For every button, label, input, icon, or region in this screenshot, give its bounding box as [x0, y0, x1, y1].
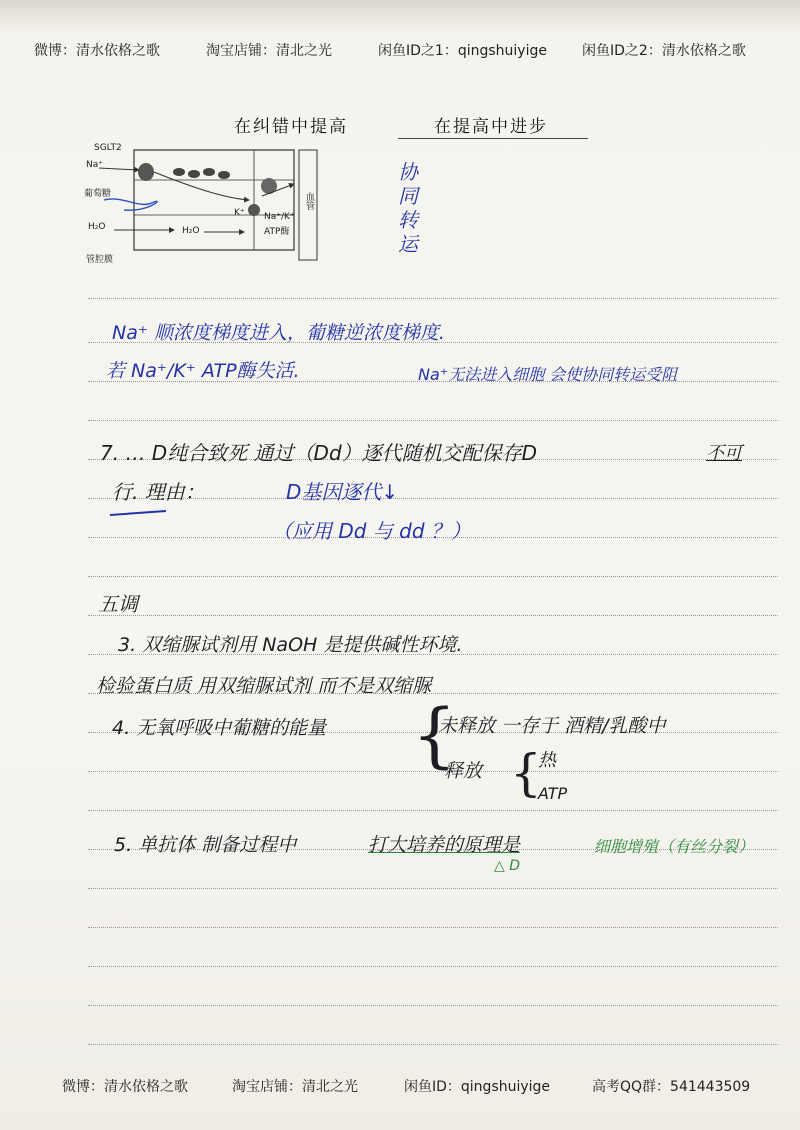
- watermark-xianyu-1: 闲鱼ID之1：qingshuiyige: [378, 43, 547, 59]
- ruled-line: [88, 1044, 778, 1045]
- diagram-label-atp: ATP酶: [264, 227, 290, 237]
- header-underline: [398, 138, 588, 139]
- ruled-line: [88, 298, 778, 299]
- header-right: 在提高中进步: [434, 117, 548, 137]
- q4-sub-1: 热: [538, 750, 556, 771]
- margin-char: 运: [398, 232, 418, 256]
- q4-brace: {: [412, 694, 457, 776]
- diagram-label-k: K⁺: [234, 208, 245, 218]
- q7-dash-mark: [110, 510, 166, 516]
- diagram-label-na: Na⁺: [86, 160, 103, 170]
- note-line-2b: Na⁺无法进入细胞 会使协同转运受阻: [418, 365, 678, 384]
- note-line-2a: 若 Na⁺/K⁺ ATP酶失活.: [106, 360, 300, 382]
- q4-sub-2: ATP: [538, 784, 568, 803]
- q4-sub-brace: {: [510, 744, 542, 802]
- ruled-line: [88, 420, 778, 421]
- q3-line-1: 3. 双缩脲试剂用 NaOH 是提供碱性环境.: [118, 634, 463, 656]
- margin-char: 转: [398, 208, 418, 232]
- scan-top-edge: [0, 0, 800, 36]
- q4-line-1a: 4. 无氧呼吸中葡糖的能量: [112, 717, 327, 739]
- q7-line-1a: 7. … D纯合致死 通过（Dd）逐代随机交配保存D: [100, 441, 538, 465]
- diagram-label-tube: 管腔膜: [86, 255, 114, 265]
- q7-line-1b: 不可: [706, 443, 742, 464]
- diagram-label-pump: Na⁺/K⁺: [264, 212, 295, 222]
- q4-line-2: 释放: [444, 760, 483, 782]
- diagram-label-vessel: 血管: [304, 192, 314, 210]
- section-heading: 五调: [98, 592, 138, 616]
- watermark-taobao: 淘宝店铺：清北之光: [206, 43, 332, 59]
- q5-marks: △ D: [494, 858, 520, 874]
- watermark-bottom-qq: 高考QQ群：541443509: [592, 1079, 751, 1095]
- q5-part-b: 打大培养的原理是: [368, 834, 521, 856]
- watermark-bottom-xianyu: 闲鱼ID：qingshuiyige: [404, 1079, 551, 1095]
- diagram-label-water-mid: H₂O: [182, 226, 200, 236]
- ruled-line: [88, 576, 778, 577]
- q3-line-2: 检验蛋白质 用双缩脲试剂 而不是双缩脲: [96, 675, 432, 697]
- ruled-line: [88, 927, 778, 928]
- ruled-line: [88, 810, 778, 811]
- margin-char: 同: [398, 184, 418, 208]
- ruled-line: [88, 888, 778, 889]
- q7-line-2b: D基因逐代↓: [286, 480, 399, 504]
- note-line-1: Na⁺ 顺浓度梯度进入，葡糖逆浓度梯度.: [112, 322, 445, 344]
- ruled-line: [88, 615, 778, 616]
- watermark-bottom-taobao: 淘宝店铺：清北之光: [232, 1079, 358, 1095]
- diagram-label-sglt2: SGLT2: [94, 143, 122, 153]
- diagram-label-glucose: 葡萄糖: [84, 189, 112, 199]
- transport-diagram: [84, 140, 344, 270]
- margin-char: 协: [398, 160, 418, 184]
- q7-line-3: （应用 Dd 与 dd ？）: [272, 519, 471, 543]
- q7-line-2a: 行. 理由：: [112, 480, 205, 504]
- margin-vertical-note: [398, 160, 426, 256]
- q5-part-c: 细胞增殖（有丝分裂）: [594, 837, 755, 856]
- watermark-xianyu-2: 闲鱼ID之2：清水依格之歌: [582, 43, 746, 59]
- q4-line-1b: 未释放 一存于 酒精/乳酸中: [438, 715, 666, 737]
- header-left: 在纠错中提高: [234, 117, 348, 137]
- watermark-weibo: 微博：清水依格之歌: [34, 43, 160, 59]
- ruled-line: [88, 1005, 778, 1006]
- watermark-bottom-weibo: 微博：清水依格之歌: [62, 1079, 188, 1095]
- q5-part-a: 5. 单抗体 制备过程中: [114, 834, 297, 856]
- ruled-line: [88, 966, 778, 967]
- diagram-label-water-left: H₂O: [88, 222, 106, 232]
